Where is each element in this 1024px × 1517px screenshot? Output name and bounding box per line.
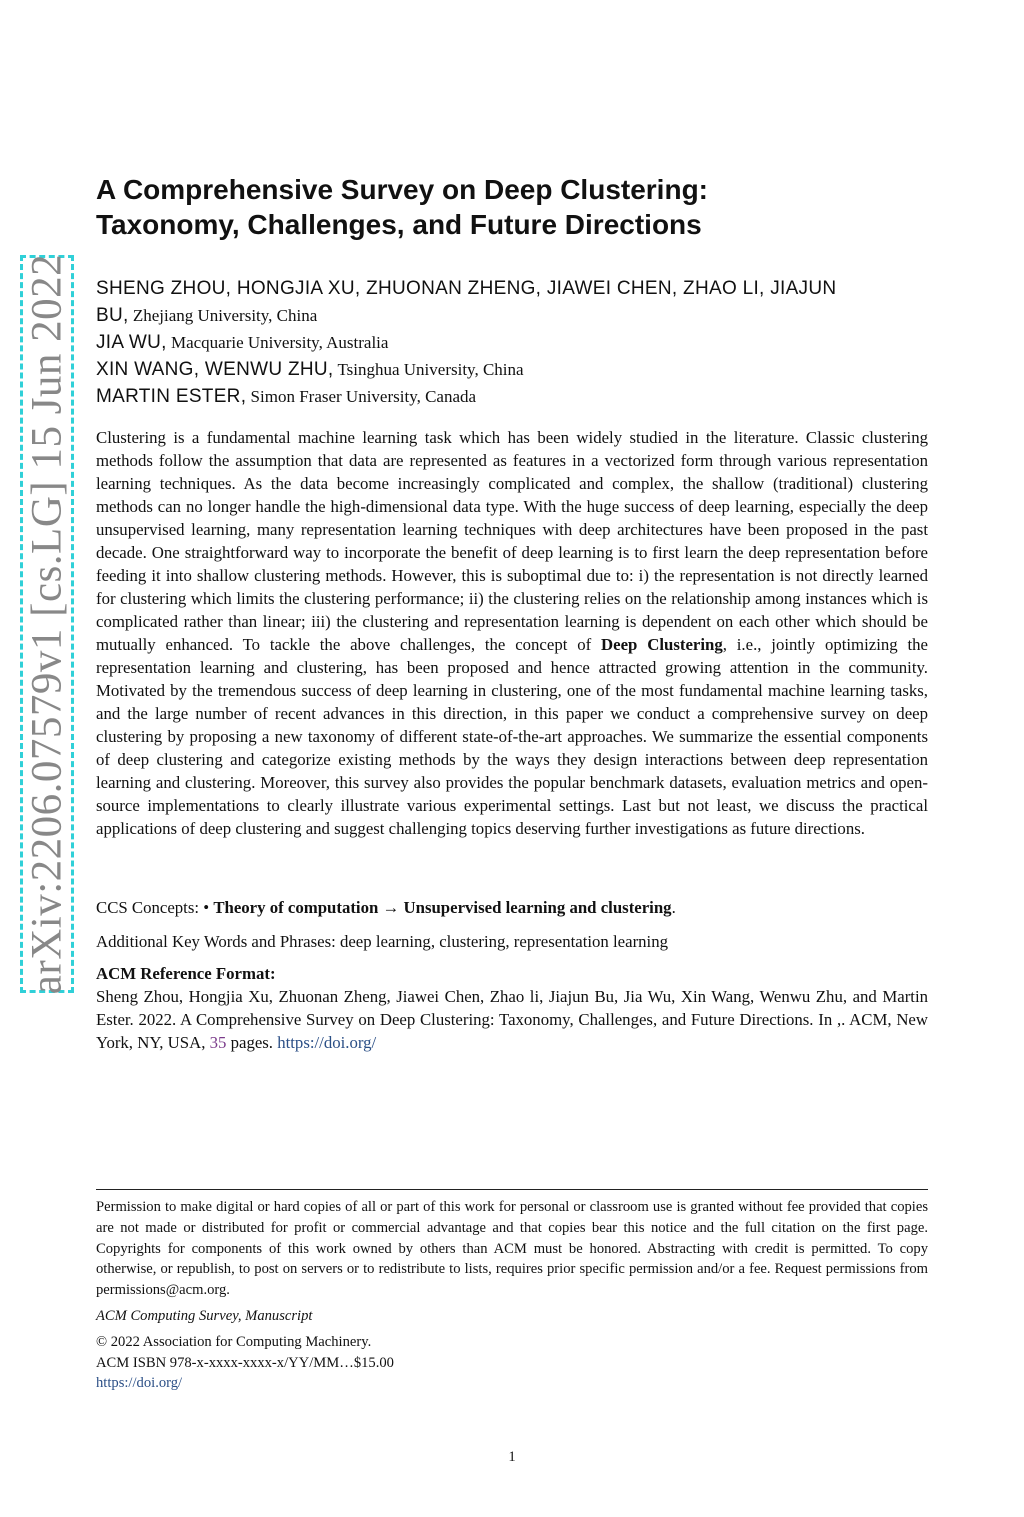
isbn: ACM ISBN 978-x-xxxx-xxxx-x/YY/MM…$15.00 bbox=[96, 1354, 394, 1371]
author-names: MARTIN ESTER, bbox=[96, 386, 247, 407]
venue: ACM Computing Survey, Manuscript bbox=[96, 1307, 313, 1324]
ccs-concepts bbox=[96, 896, 928, 919]
footnote-doi-link[interactable]: https://doi.org/ bbox=[96, 1375, 183, 1392]
author-line bbox=[96, 329, 928, 356]
copyright: © 2022 Association for Computing Machinery. bbox=[96, 1333, 372, 1350]
ccs-concept: Theory of computation → Unsupervised learning and clustering bbox=[213, 898, 672, 917]
author-line bbox=[96, 275, 928, 302]
abstract-text: Clustering is a fundamental machine learning task which has been widely studied in the literature. Classic clustering methods follow the assumption that data are represented as features in a vectorized form through various representation learning techniques. As the data become increasingly complicated and complex, the shallow (traditional) clustering methods can no longer handle the high-dimensional data type. With the huge success of deep learning, especially the deep unsupervised learning, many representation learning techniques with deep architectures have been proposed in the past decade. One straightforward way to incorporate the benefit of deep learning is to first learn the deep representation before feeding it into shallow clustering methods. However, this is suboptimal due to: i) the representation is not directly learned for clustering which limits the clustering performance; ii) the clustering relies on the relationship among instances which is complicated rather than linear; iii) the clustering and representation learning is dependent on each other which should be mutually enhanced. To tackle the above challenges, the concept of bbox=[96, 428, 928, 654]
author-line bbox=[96, 356, 928, 383]
abstract bbox=[96, 426, 928, 840]
acm-reference-text: Sheng Zhou, Hongjia Xu, Zhuonan Zheng, Jiawei Chen, Zhao li, Jiajun Bu, Jia Wu, Xin Wang, Wenwu Zhu, and Martin Ester. 2022. A Comprehensive Survey on Deep Clustering: Taxonomy, Challenges, and Future Directions. In ,. ACM, New York, NY, USA, bbox=[96, 987, 928, 1052]
author-names: XIN WANG, WENWU ZHU, bbox=[96, 359, 334, 380]
author-line bbox=[96, 302, 928, 329]
permission-notice: Permission to make digital or hard copies of all or part of this work for personal or classroom use is granted without fee provided that copies are not made or distributed for profit or commercial advantage and that copies bear this notice and the full citation on the first page. Copyrights for components of this work owned by others than ACM must be honored. Abstracting with credit is permitted. To copy otherwise, or republish, to post on servers or to redistribute to lists, requires prior specific permission and/or a fee. Request permissions from permissions@acm.org. bbox=[96, 1199, 928, 1299]
ccs-end: . bbox=[671, 898, 676, 917]
page-number: 1 bbox=[508, 1449, 516, 1465]
page-count-link[interactable]: 35 bbox=[209, 1033, 227, 1052]
arxiv-identifier: arXiv:2206.07579v1 [cs.LG] 15 Jun 2022 bbox=[23, 253, 71, 995]
title-line-1: A Comprehensive Survey on Deep Clustering: bbox=[96, 174, 708, 205]
pages-suffix: pages. bbox=[226, 1033, 274, 1052]
footnote-rule bbox=[96, 1189, 928, 1190]
author-affiliation: Macquarie University, Australia bbox=[170, 333, 389, 352]
author-affiliation: Tsinghua University, China bbox=[337, 360, 524, 379]
title-line-2: Taxonomy, Challenges, and Future Directions bbox=[96, 209, 702, 240]
author-block bbox=[96, 275, 928, 410]
keywords: Additional Key Words and Phrases: deep learning, clustering, representation learning bbox=[96, 932, 669, 951]
abstract-bold-term: Deep Clustering bbox=[601, 635, 723, 654]
abstract-text: , i.e., jointly optimizing the representation learning and clustering, has been proposed and hence attracted growing attention in the community. Motivated by the tremendous success of deep learning in clustering, one of the most fundamental machine learning tasks, and the large number of recent advances in this direction, in this paper we conduct a comprehensive survey on deep clustering by proposing a new taxonomy of different state-of-the-art approaches. We summarize the essential components of deep clustering and categorize existing methods by the ways they design interactions between deep representation learning and clustering. Moreover, this survey also provides the popular benchmark datasets, evaluation metrics and open-source implementations to clearly illustrate various experimental settings. Last but not least, we discuss the practical applications of deep clustering and suggest challenging topics deserving further investigations as future directions. bbox=[96, 635, 928, 838]
paper-title bbox=[96, 172, 928, 242]
author-affiliation: Zhejiang University, China bbox=[132, 306, 318, 325]
acm-reference-heading: ACM Reference Format: bbox=[96, 964, 276, 983]
author-names: BU, bbox=[96, 305, 129, 326]
footnote bbox=[96, 1197, 928, 1394]
author-names: JIA WU, bbox=[96, 332, 167, 353]
author-affiliation: Simon Fraser University, Canada bbox=[250, 387, 477, 406]
author-line bbox=[96, 383, 928, 410]
ccs-label: CCS Concepts: • bbox=[96, 898, 210, 917]
acm-reference bbox=[96, 962, 928, 1054]
author-names: SHENG ZHOU, HONGJIA XU, ZHUONAN ZHENG, JIAWEI CHEN, ZHAO LI, JIAJUN bbox=[96, 278, 837, 299]
arxiv-stamp bbox=[20, 255, 74, 993]
doi-link[interactable]: https://doi.org/ bbox=[277, 1033, 377, 1052]
acm-reference-body bbox=[96, 985, 928, 1054]
